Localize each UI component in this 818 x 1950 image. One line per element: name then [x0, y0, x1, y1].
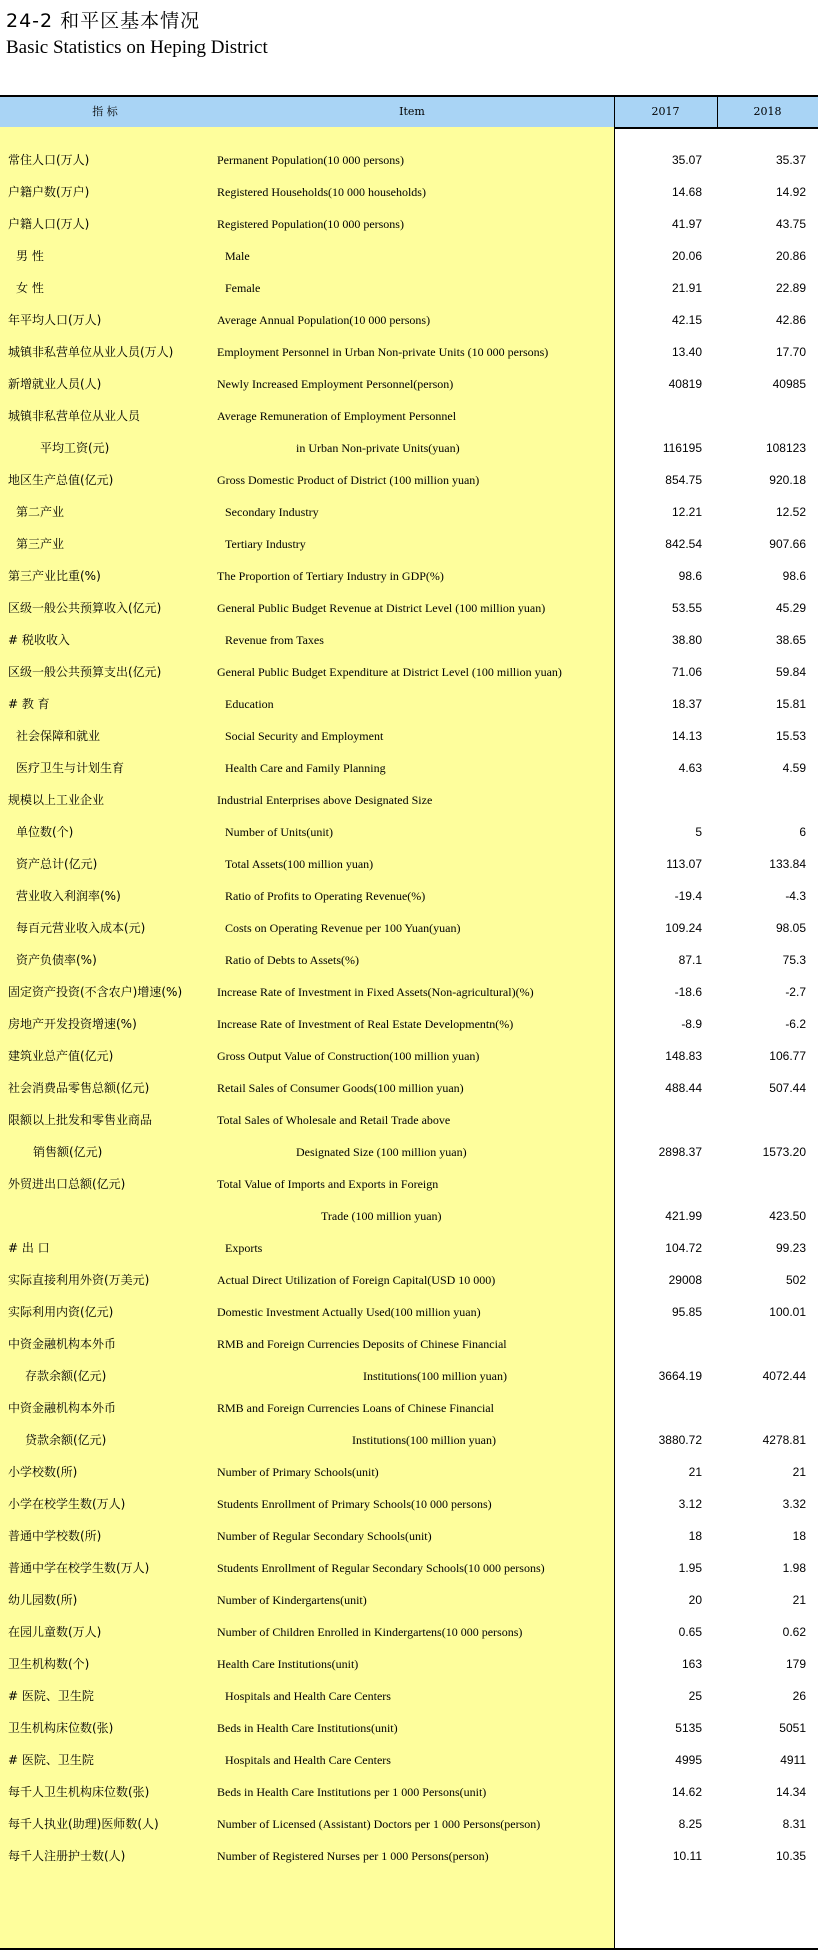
value-2018: 17.70 [775, 345, 806, 359]
value-2018: 6 [799, 825, 806, 839]
value-2017: 3880.72 [658, 1433, 702, 1447]
row-label-en: Beds in Health Care Institutions per 1 000 Persons(unit) [217, 1785, 487, 1799]
row-label-cn: 第三产业 [16, 537, 65, 551]
value-2017: 4995 [675, 1753, 702, 1767]
row-label-en: Revenue from Taxes [225, 633, 324, 647]
row-label-en: Gross Output Value of Construction(100 million yuan) [217, 1049, 480, 1063]
table-row [0, 752, 818, 784]
value-2018: 1573.20 [762, 1145, 806, 1159]
row-label-en: Institutions(100 million yuan) [363, 1369, 507, 1383]
table-row [0, 656, 818, 688]
row-label-cn: 实际利用内资(亿元) [8, 1305, 114, 1319]
table-row [0, 1712, 818, 1744]
value-2018: 35.37 [775, 153, 806, 167]
row-label-en: Increase Rate of Investment of Real Estate Developmentn(%) [217, 1017, 514, 1031]
row-label-cn: 每千人卫生机构床位数(张) [8, 1785, 150, 1799]
row-label-en: Retail Sales of Consumer Goods(100 million yuan) [217, 1081, 464, 1095]
value-2018: 21 [792, 1465, 806, 1479]
value-2017: 95.85 [671, 1305, 702, 1319]
row-label-en: Total Sales of Wholesale and Retail Trade above [217, 1113, 451, 1127]
row-label-cn: 户籍人口(万人) [8, 217, 90, 231]
row-label-cn: 地区生产总值(亿元) [8, 473, 114, 487]
value-2018: 1.98 [782, 1561, 806, 1575]
value-2018: 507.44 [769, 1081, 806, 1095]
row-label-en: Gross Domestic Product of District (100 million yuan) [217, 473, 480, 487]
row-label-cn: 贷款余额(亿元) [25, 1433, 107, 1447]
row-label-en: The Proportion of Tertiary Industry in GDP(%) [217, 569, 444, 583]
table-row [0, 1424, 818, 1456]
value-2017: 842.54 [665, 537, 702, 551]
value-2017: 71.06 [671, 665, 702, 679]
value-2017: 35.07 [671, 153, 702, 167]
table-row [0, 784, 818, 816]
row-label-en: Registered Households(10 000 households) [217, 185, 426, 199]
value-2017: 148.83 [665, 1049, 702, 1063]
value-2018: 15.53 [775, 729, 806, 743]
value-2018: 26 [792, 1689, 806, 1703]
row-label-en: RMB and Foreign Currencies Deposits of Chinese Financial [217, 1337, 507, 1351]
value-2018: 4.59 [782, 761, 806, 775]
row-label-cn: 小学在校学生数(万人) [8, 1497, 126, 1511]
row-label-en: Industrial Enterprises above Designated Size [217, 793, 433, 807]
row-label-cn: 平均工资(元) [40, 441, 110, 455]
table-row [0, 592, 818, 624]
row-label-cn: 外贸进出口总额(亿元) [8, 1177, 126, 1191]
value-2017: 14.68 [671, 185, 702, 199]
value-2017: 18.37 [671, 697, 702, 711]
row-label-cn: 实际直接利用外资(万美元) [8, 1273, 150, 1287]
row-label-en: Designated Size (100 million yuan) [296, 1145, 467, 1159]
row-label-cn: 房地产开发投资增速(%) [8, 1017, 137, 1031]
table-row [0, 560, 818, 592]
row-label-en: Total Value of Imports and Exports in Foreign [217, 1177, 439, 1191]
value-2017: 116195 [662, 441, 702, 455]
value-2018: 133.84 [769, 857, 806, 871]
value-2018: 98.6 [782, 569, 806, 583]
row-label-en: Costs on Operating Revenue per 100 Yuan(yuan) [225, 921, 461, 935]
row-label-cn: 区级一般公共预算收入(亿元) [8, 601, 162, 615]
table-row [0, 1744, 818, 1776]
value-2018: 108123 [765, 441, 806, 455]
row-label-en: Number of Primary Schools(unit) [217, 1465, 379, 1479]
value-2017: -8.9 [681, 1017, 702, 1031]
value-2017: 10.11 [672, 1849, 702, 1863]
header-indicator: 指 标 [92, 105, 118, 118]
table-row [0, 464, 818, 496]
row-label-en: Hospitals and Health Care Centers [225, 1689, 391, 1703]
value-2018: 38.65 [775, 633, 806, 647]
value-2018: 98.05 [775, 921, 806, 935]
table-row [0, 880, 818, 912]
row-label-cn: 社会消费品零售总额(亿元) [8, 1081, 150, 1095]
row-label-cn: 普通中学在校学生数(万人) [8, 1561, 150, 1575]
row-label-en: Ratio of Debts to Assets(%) [225, 953, 359, 967]
row-label-cn: 第二产业 [16, 505, 65, 519]
row-label-en: General Public Budget Revenue at District Level (100 million yuan) [217, 601, 546, 615]
value-2017: 4.63 [678, 761, 702, 775]
row-label-cn: 单位数(个) [16, 825, 74, 839]
table-row [0, 1520, 818, 1552]
table-row [0, 1392, 818, 1424]
table-row [0, 624, 818, 656]
row-label-en: Students Enrollment of Primary Schools(10 000 persons) [217, 1497, 492, 1511]
table-row [0, 1840, 818, 1872]
value-2018: 4278.81 [762, 1433, 806, 1447]
table-row [0, 1584, 818, 1616]
table-row [0, 400, 818, 432]
row-label-en: Number of Licensed (Assistant) Doctors per 1 000 Persons(person) [217, 1817, 541, 1831]
row-label-cn: 卫生机构数(个) [8, 1657, 90, 1671]
row-label-en: Number of Children Enrolled in Kindergartens(10 000 persons) [217, 1625, 523, 1639]
table-row [0, 1200, 818, 1232]
value-2018: 14.92 [775, 185, 806, 199]
row-label-cn: # 出 口 [8, 1241, 50, 1255]
value-2017: 21 [688, 1465, 702, 1479]
row-label-cn: 限额以上批发和零售业商品 [8, 1113, 153, 1127]
row-label-en: Employment Personnel in Urban Non-private Units (10 000 persons) [217, 345, 549, 359]
value-2017: 25 [688, 1689, 702, 1703]
table-row [0, 1296, 818, 1328]
row-label-cn: 区级一般公共预算支出(亿元) [8, 665, 162, 679]
row-label-cn: 每千人执业(助理)医师数(人) [8, 1817, 159, 1831]
row-label-cn: 男 性 [16, 249, 44, 263]
row-label-en: RMB and Foreign Currencies Loans of Chinese Financial [217, 1401, 494, 1415]
row-label-en: Ratio of Profits to Operating Revenue(%) [225, 889, 426, 903]
table-row [0, 816, 818, 848]
value-2018: 40985 [772, 377, 806, 391]
table-row [0, 944, 818, 976]
value-2017: 113.07 [666, 857, 702, 871]
table-row [0, 240, 818, 272]
row-label-cn: 中资金融机构本外币 [8, 1401, 117, 1415]
value-2017: 42.15 [671, 313, 702, 327]
row-label-en: Average Remuneration of Employment Personnel [217, 409, 457, 423]
table-row [0, 1008, 818, 1040]
row-label-cn: 中资金融机构本外币 [8, 1337, 117, 1351]
value-2018: 20.86 [775, 249, 806, 263]
value-2018: 12.52 [775, 505, 806, 519]
row-label-en: Tertiary Industry [225, 537, 306, 551]
row-label-cn: 卫生机构床位数(张) [8, 1721, 114, 1735]
table-row [0, 272, 818, 304]
row-label-cn: 幼儿园数(所) [8, 1593, 78, 1607]
value-2017: 421.99 [665, 1209, 702, 1223]
table-row [0, 1360, 818, 1392]
row-label-en: Health Care Institutions(unit) [217, 1657, 359, 1671]
table-row [0, 1552, 818, 1584]
value-2018: 99.23 [775, 1241, 806, 1255]
value-2018: 100.01 [769, 1305, 806, 1319]
value-2018: 10.35 [775, 1849, 806, 1863]
table-header [0, 95, 818, 129]
row-label-cn: 小学校数(所) [8, 1465, 78, 1479]
value-2017: 53.55 [671, 601, 702, 615]
row-label-cn: 建筑业总产值(亿元) [8, 1049, 114, 1063]
table-row [0, 1264, 818, 1296]
value-2017: 104.72 [665, 1241, 702, 1255]
value-2018: 0.62 [782, 1625, 806, 1639]
value-2017: 8.25 [678, 1817, 702, 1831]
value-2018: 502 [785, 1273, 806, 1287]
row-label-en: Number of Kindergartens(unit) [217, 1593, 367, 1607]
value-2017: -19.4 [674, 889, 702, 903]
row-label-en: Domestic Investment Actually Used(100 million yuan) [217, 1305, 481, 1319]
table-row [0, 1680, 818, 1712]
value-2017: 41.97 [671, 217, 702, 231]
value-2018: 75.3 [782, 953, 806, 967]
row-label-en: Newly Increased Employment Personnel(person) [217, 377, 454, 391]
value-2017: 1.95 [678, 1561, 702, 1575]
row-label-cn: 销售额(亿元) [33, 1145, 103, 1159]
row-label-cn: 医疗卫生与计划生育 [16, 761, 125, 775]
value-2017: -18.6 [674, 985, 702, 999]
row-label-en: Trade (100 million yuan) [321, 1209, 442, 1223]
row-label-cn: 城镇非私营单位从业人员 [8, 409, 141, 423]
value-2017: 3.12 [678, 1497, 702, 1511]
row-label-cn: 存款余额(亿元) [25, 1369, 107, 1383]
row-label-cn: 常住人口(万人) [8, 153, 90, 167]
value-2017: 21.91 [671, 281, 702, 295]
row-label-en: Secondary Industry [225, 505, 319, 519]
table-row [0, 176, 818, 208]
value-2017: 14.62 [671, 1785, 702, 1799]
row-label-en: Beds in Health Care Institutions(unit) [217, 1721, 398, 1735]
value-2018: 179 [785, 1657, 806, 1671]
header-year-2018: 2018 [753, 105, 782, 118]
value-2017: 163 [681, 1657, 702, 1671]
value-2017: 3664.19 [658, 1369, 702, 1383]
table-row [0, 1136, 818, 1168]
row-label-en: Permanent Population(10 000 persons) [217, 153, 404, 167]
table-row [0, 432, 818, 464]
table-row [0, 368, 818, 400]
value-2018: 14.34 [775, 1785, 806, 1799]
value-2018: 45.29 [775, 601, 806, 615]
row-label-cn: 规模以上工业企业 [8, 793, 105, 807]
value-2017: 13.40 [671, 345, 702, 359]
table-row [0, 208, 818, 240]
row-label-cn: 社会保障和就业 [16, 729, 101, 743]
row-label-en: Education [225, 697, 274, 711]
row-label-en: Institutions(100 million yuan) [352, 1433, 496, 1447]
value-2017: 0.65 [678, 1625, 702, 1639]
value-2018: 42.86 [775, 313, 806, 327]
row-label-en: Average Annual Population(10 000 persons) [217, 313, 431, 327]
value-2018: 21 [792, 1593, 806, 1607]
table-row [0, 304, 818, 336]
table-row [0, 336, 818, 368]
value-2018: 106.77 [769, 1049, 806, 1063]
row-label-en: Hospitals and Health Care Centers [225, 1753, 391, 1767]
row-label-en: General Public Budget Expenditure at District Level (100 million yuan) [217, 665, 562, 679]
value-2017: 87.1 [678, 953, 702, 967]
value-2017: 29008 [668, 1273, 702, 1287]
value-2018: 423.50 [769, 1209, 806, 1223]
table-row [0, 1648, 818, 1680]
row-label-cn: 城镇非私营单位从业人员(万人) [8, 345, 174, 359]
row-label-en: Female [225, 281, 261, 295]
row-label-cn: 营业收入利润率(%) [16, 889, 121, 903]
table-row [0, 528, 818, 560]
row-label-en: Increase Rate of Investment in Fixed Assets(Non-agricultural)(%) [217, 985, 534, 999]
value-2017: 2898.37 [658, 1145, 702, 1159]
value-2018: 3.32 [782, 1497, 806, 1511]
value-2017: 40819 [668, 377, 702, 391]
value-2018: 4072.44 [762, 1369, 806, 1383]
value-2017: 5135 [675, 1721, 702, 1735]
table-row [0, 1232, 818, 1264]
row-label-en: Number of Units(unit) [225, 825, 333, 839]
row-label-en: Students Enrollment of Regular Secondary Schools(10 000 persons) [217, 1561, 545, 1575]
row-label-en: Registered Population(10 000 persons) [217, 217, 404, 231]
value-2018: 43.75 [775, 217, 806, 231]
row-label-en: Number of Regular Secondary Schools(unit) [217, 1529, 432, 1543]
table-row [0, 1488, 818, 1520]
value-2017: 488.44 [665, 1081, 702, 1095]
header-year-2017: 2017 [651, 105, 680, 118]
row-label-cn: 新增就业人员(人) [8, 377, 102, 391]
table-row [0, 1808, 818, 1840]
row-label-en: Actual Direct Utilization of Foreign Capital(USD 10 000) [217, 1273, 496, 1287]
row-label-cn: 资产负债率(%) [16, 953, 97, 967]
table-row [0, 1456, 818, 1488]
value-2017: 12.21 [671, 505, 702, 519]
row-label-cn: # 税收收入 [8, 633, 70, 647]
value-2017: 109.24 [665, 921, 702, 935]
row-label-en: Exports [225, 1241, 263, 1255]
table-row [0, 1616, 818, 1648]
table-row [0, 496, 818, 528]
table-row [0, 1072, 818, 1104]
table-row [0, 848, 818, 880]
table-row [0, 1040, 818, 1072]
table-row [0, 1776, 818, 1808]
value-2017: 14.13 [671, 729, 702, 743]
value-2018: -6.2 [785, 1017, 806, 1031]
value-2017: 98.6 [678, 569, 702, 583]
row-label-cn: 每千人注册护士数(人) [8, 1849, 126, 1863]
table-row [0, 912, 818, 944]
row-label-cn: # 医院、卫生院 [8, 1689, 94, 1703]
row-label-cn: 女 性 [16, 281, 44, 295]
table-title-en: Basic Statistics on Heping District [6, 37, 268, 58]
row-label-cn: 第三产业比重(%) [8, 569, 101, 583]
row-label-cn: 固定资产投资(不含农户)增速(%) [8, 985, 183, 999]
row-label-en: Health Care and Family Planning [225, 761, 386, 775]
value-2018: 5051 [779, 1721, 806, 1735]
value-2018: 15.81 [775, 697, 806, 711]
row-label-en: Social Security and Employment [225, 729, 384, 743]
value-2018: 8.31 [782, 1817, 806, 1831]
value-2018: 4911 [780, 1753, 806, 1767]
table-row [0, 1328, 818, 1360]
table-title-cn: 24-2 和平区基本情况 [6, 10, 201, 32]
row-label-cn: 在园儿童数(万人) [8, 1625, 102, 1639]
value-2018: 18 [792, 1529, 806, 1543]
table-row [0, 720, 818, 752]
row-label-cn: 户籍户数(万户) [8, 185, 90, 199]
row-label-cn: 年平均人口(万人) [8, 313, 102, 327]
table-row [0, 688, 818, 720]
table-row [0, 976, 818, 1008]
row-label-en: Male [225, 249, 250, 263]
value-2017: 854.75 [665, 473, 702, 487]
table-row [0, 1104, 818, 1136]
header-item: Item [399, 105, 425, 118]
value-2018: -2.7 [785, 985, 806, 999]
table-row [0, 144, 818, 176]
row-label-en: Number of Registered Nurses per 1 000 Persons(person) [217, 1849, 489, 1863]
value-2017: 20 [688, 1593, 702, 1607]
value-2017: 5 [695, 825, 702, 839]
row-label-cn: 资产总计(亿元) [16, 857, 98, 871]
value-2017: 38.80 [671, 633, 702, 647]
value-2018: 920.18 [769, 473, 806, 487]
row-label-cn: 每百元营业收入成本(元) [16, 921, 146, 935]
table-row [0, 1168, 818, 1200]
row-label-cn: # 医院、卫生院 [8, 1753, 94, 1767]
row-label-en: in Urban Non-private Units(yuan) [296, 441, 460, 455]
row-label-en: Total Assets(100 million yuan) [225, 857, 374, 871]
row-label-cn: # 教 育 [8, 697, 50, 711]
value-2018: 59.84 [775, 665, 806, 679]
value-2018: 22.89 [775, 281, 806, 295]
value-2018: 907.66 [769, 537, 806, 551]
value-2017: 18 [688, 1529, 702, 1543]
row-label-cn: 普通中学校数(所) [8, 1529, 102, 1543]
value-2017: 20.06 [671, 249, 702, 263]
value-2018: -4.3 [785, 889, 806, 903]
